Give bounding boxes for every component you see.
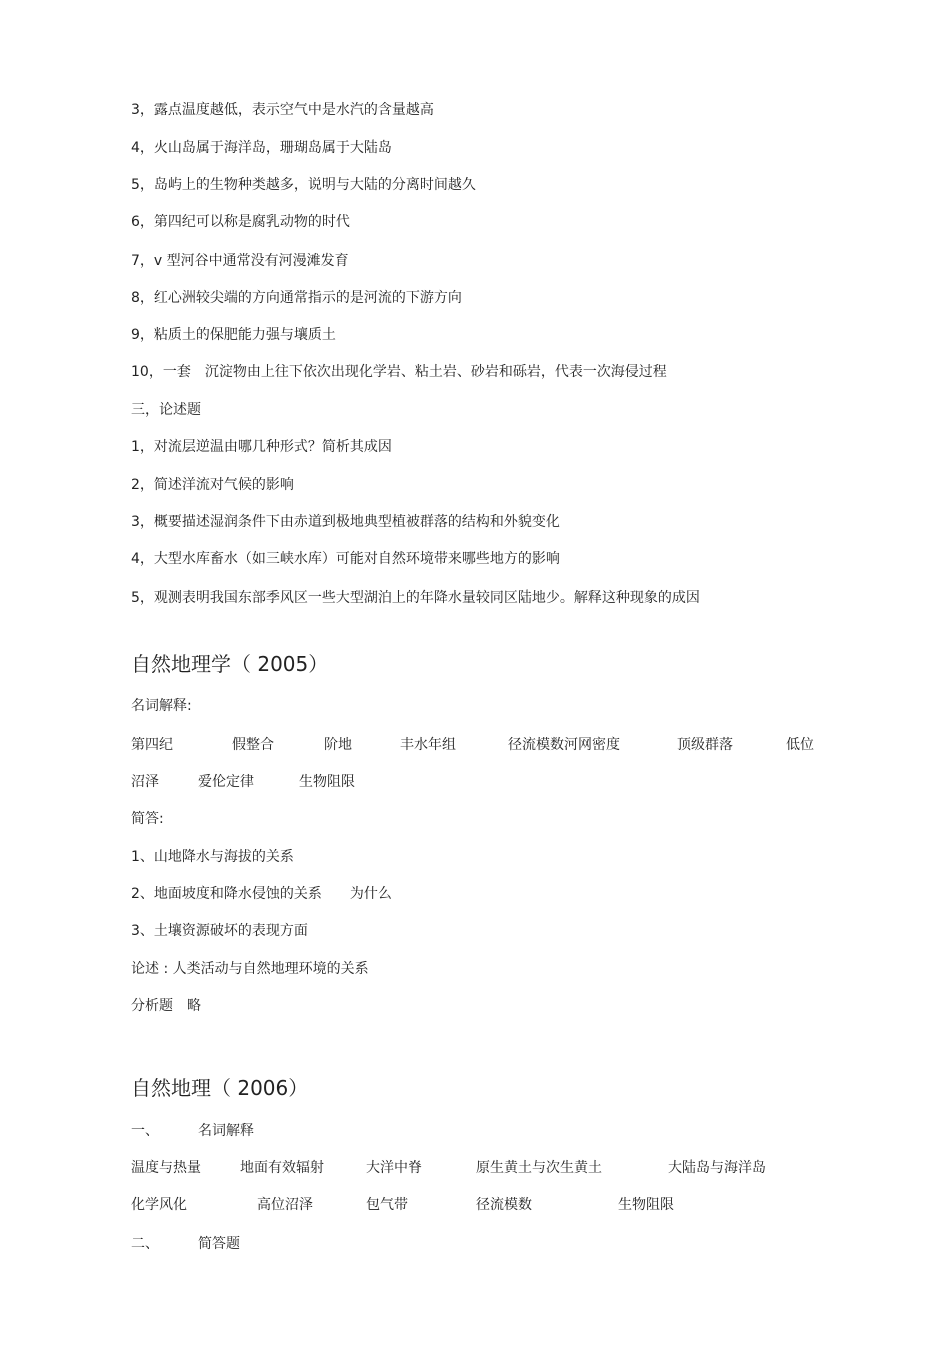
exam-2006-term: 生物阻限 [618,1197,674,1213]
exam-2005-short-label: 简答: [131,811,164,827]
judgment-item: 6，第四纪可以称是腐乳动物的时代 [131,214,350,230]
exam-2006-section-number: 一、 [131,1123,159,1139]
essay-section-title: 三，论述题 [131,402,201,418]
judgment-item: 5，岛屿上的生物种类越多，说明与大陆的分离时间越久 [131,177,476,193]
exam-2006-term: 大陆岛与海洋岛 [668,1160,766,1176]
judgment-item: 10，一套 沉淀物由上往下依次出现化学岩、粘土岩、砂岩和砾岩，代表一次海侵过程 [131,364,667,380]
exam-2006-term: 温度与热量 [131,1160,201,1176]
essay-item: 3，概要描述湿润条件下由赤道到极地典型植被群落的结构和外貌变化 [131,514,560,530]
exam-2005-term: 径流模数河网密度 [508,737,620,753]
judgment-item: 8，红心洲较尖端的方向通常指示的是河流的下游方向 [131,290,462,306]
exam-2005-term: 爱伦定律 [198,774,254,790]
judgment-item: 9，粘质土的保肥能力强与壤质土 [131,327,336,343]
essay-item: 2，简述洋流对气候的影响 [131,477,294,493]
exam-2006-term: 包气带 [366,1197,408,1213]
exam-2005-analysis: 分析题 略 [131,998,201,1014]
exam-2005-term: 顶级群落 [677,737,733,753]
exam-2005-short-item: 2、地面坡度和降水侵蚀的关系 为什么 [131,886,392,902]
exam-2005-term: 假整合 [232,737,274,753]
exam-2005-term: 沼泽 [131,774,159,790]
judgment-item: 7，v 型河谷中通常没有河漫滩发育 [131,253,349,269]
exam-2006-term: 原生黄土与次生黄土 [476,1160,602,1176]
exam-2005-short-item: 1、山地降水与海拔的关系 [131,849,294,865]
judgment-item: 3，露点温度越低，表示空气中是水汽的含量越高 [131,102,434,118]
exam-2005-essay: 论述 : 人类活动与自然地理环境的关系 [131,961,369,977]
exam-2005-title: 自然地理学（ 2005） [131,652,329,676]
exam-2006-term: 径流模数 [476,1197,532,1213]
exam-2005-short-item: 3、土壤资源破坏的表现方面 [131,923,308,939]
essay-item: 4，大型水库畜水（如三峡水库）可能对自然环境带来哪些地方的影响 [131,551,560,567]
exam-2005-term: 阶地 [324,737,352,753]
exam-2006-term: 化学风化 [131,1197,187,1213]
exam-2006-section-label: 简答题 [198,1236,240,1252]
exam-2005-term: 第四纪 [131,737,173,753]
exam-2006-section-number: 二、 [131,1236,159,1252]
exam-2006-term: 高位沼泽 [257,1197,313,1213]
judgment-item: 4，火山岛属于海洋岛，珊瑚岛属于大陆岛 [131,140,392,156]
exam-2005-term: 生物阻限 [299,774,355,790]
exam-2005-terms-label: 名词解释: [131,698,192,714]
exam-2005-term: 低位 [786,737,814,753]
exam-2006-term: 地面有效辐射 [240,1160,324,1176]
exam-2006-term: 大洋中脊 [366,1160,422,1176]
exam-2005-term: 丰水年组 [400,737,456,753]
exam-2006-section-label: 名词解释 [198,1123,254,1139]
exam-2006-title: 自然地理（ 2006） [131,1076,309,1100]
essay-item: 1，对流层逆温由哪几种形式？简析其成因 [131,439,392,455]
essay-item: 5，观测表明我国东部季风区一些大型湖泊上的年降水量较同区陆地少。解释这种现象的成因 [131,590,700,606]
